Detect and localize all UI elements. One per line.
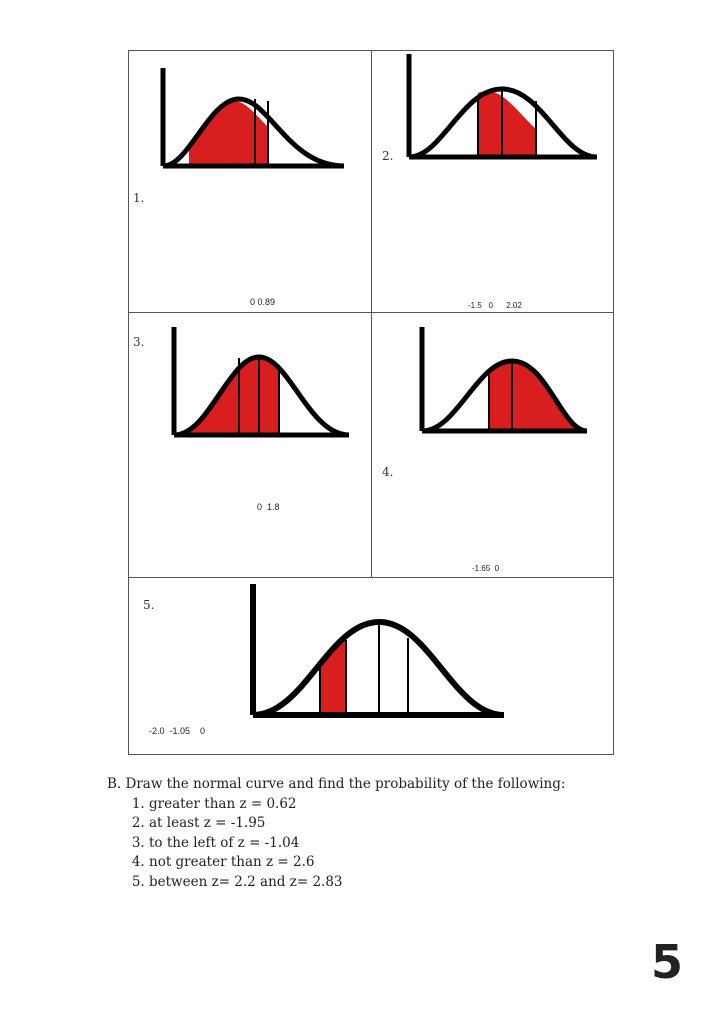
problem-5-cell [128,577,614,755]
problem-3-axis-ticks: 0 1.8 [257,502,280,512]
problem-3-number: 3. [133,335,145,349]
problem-3-normal-curve [129,313,373,579]
list-item: 2. at least z = -1.95 [149,814,565,834]
part-b-list [107,795,565,893]
problem-2-number: 2. [382,149,394,163]
problem-4-cell [371,312,614,578]
problem-4-axis-ticks: -1.65 0 [472,564,500,573]
problem-2-axis-ticks: -1.5 0 2.02 [468,301,522,310]
list-item: 4. not greater than z = 2.6 [149,853,565,873]
problem-4-normal-curve [372,313,615,579]
problem-5-axis-ticks: -2.0 -1.05 0 [149,726,206,736]
problem-4-number: 4. [382,465,394,479]
problem-2-normal-curve [372,51,615,314]
problem-2-cell [371,50,614,313]
list-item: 3. to the left of z = -1.04 [149,834,565,854]
problem-1-axis-ticks: 0 0.89 [250,297,276,307]
problem-3-cell [128,312,372,578]
part-b-heading: B. Draw the normal curve and find the probability of the following: [107,776,566,792]
problem-5-number: 5. [143,598,155,612]
problem-1-number: 1. [133,191,145,205]
problem-1-normal-curve [129,51,373,314]
part-b-section [107,775,565,892]
problem-grid [128,50,614,755]
list-item: 5. between z= 2.2 and z= 2.83 [149,873,565,893]
problem-1-cell [128,50,372,313]
page-number: 5 [650,935,683,989]
list-item: 1. greater than z = 0.62 [149,795,565,815]
